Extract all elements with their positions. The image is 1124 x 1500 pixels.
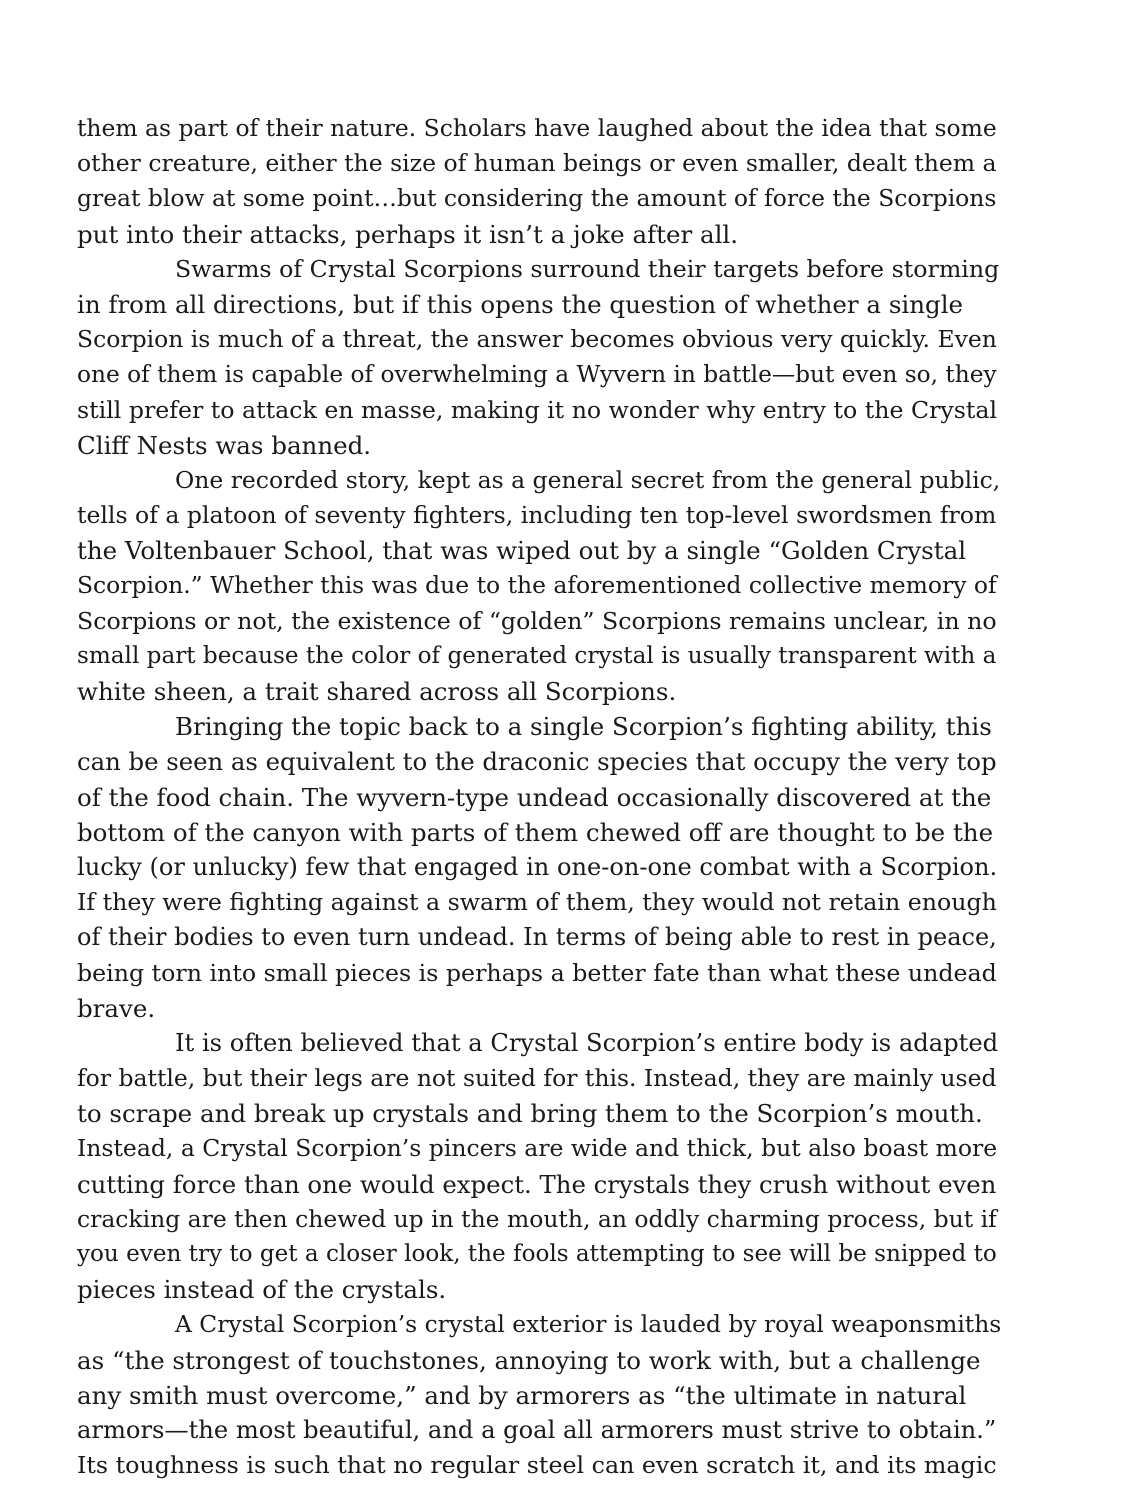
- text-line: It is often believed that a Crystal Scorpion’s entire body is adapted: [175, 1028, 999, 1057]
- text-line: in from all directions, but if this opens the question of whether a single: [77, 289, 964, 319]
- paragraph: [77, 111, 997, 252]
- text-line: Cliff Nests was banned.: [77, 430, 372, 460]
- text-line: Bringing the topic back to a single Scorpion’s fighting ability, this: [175, 712, 992, 742]
- text-line: Its toughness is such that no regular steel can even scratch it, and its magic: [77, 1451, 997, 1480]
- text-line: armors—the most beautiful, and a goal all armorers must strive to obtain.”: [77, 1415, 997, 1444]
- paragraph: [77, 463, 1001, 709]
- text-line: Scorpion.” Whether this was due to the aforementioned collective memory of: [77, 571, 997, 600]
- text-line: any smith must overcome,” and by armorers as “the ultimate in natural: [77, 1380, 967, 1410]
- text-line: bottom of the canyon with parts of them chewed off are thought to be the: [77, 817, 994, 847]
- text-line: white sheen, a trait shared across all Scorpions.: [77, 677, 677, 706]
- paragraph: [77, 709, 997, 1026]
- text-line: them as part of their nature. Scholars have laughed about the idea that some: [77, 114, 997, 142]
- text-line: A Crystal Scorpion’s crystal exterior is lauded by royal weaponsmiths: [175, 1310, 1002, 1339]
- text-line: still prefer to attack en masse, making it no wonder why entry to the Crystal: [77, 395, 998, 424]
- text-line: cracking are then chewed up in the mouth, an oddly charming process, but if: [77, 1204, 997, 1233]
- text-line: being torn into small pieces is perhaps a better fate than what these undead: [77, 958, 997, 987]
- text-line: put into their attacks, perhaps it isn’t a joke after all.: [77, 219, 739, 249]
- text-line: you even try to get a closer look, the fools attempting to see will be snipped to: [77, 1241, 997, 1267]
- text-line: Swarms of Crystal Scorpions surround their targets before storming: [175, 254, 1000, 283]
- text-line: One recorded story, kept as a general secret from the general public,: [175, 465, 1001, 494]
- text-line: can be seen as equivalent to the draconic species that occupy the very top: [77, 747, 997, 777]
- text-line: great blow at some point…but considering the amount of force the Scorpions: [77, 184, 997, 213]
- body-text: [77, 111, 1002, 1483]
- text-line: small part because the color of generated crystal is usually transparent with a: [77, 642, 997, 669]
- paragraph: [77, 252, 1000, 463]
- paragraph: [77, 1307, 1002, 1483]
- text-line: of their bodies to even turn undead. In terms of being able to rest in peace,: [77, 923, 997, 952]
- text-line: brave.: [77, 993, 156, 1023]
- text-line: cutting force than one would expect. The crystals they crush without even: [77, 1169, 997, 1199]
- text-line: for battle, but their legs are not suited for this. Instead, they are mainly used: [77, 1064, 997, 1093]
- text-line: other creature, either the size of human beings or even smaller, dealt them a: [77, 149, 997, 178]
- text-line: tells of a platoon of seventy fighters, including ten top-level swordsmen from: [77, 501, 997, 530]
- text-line: If they were fighting against a swarm of them, they would not retain enough: [77, 888, 997, 917]
- text-line: of the food chain. The wyvern-type undead occasionally discovered at the: [77, 782, 992, 812]
- text-line: one of them is capable of overwhelming a Wyvern in battle—but even so, they: [77, 361, 997, 389]
- text-line: lucky (or unlucky) few that engaged in one-on-one combat with a Scorpion.: [77, 852, 998, 881]
- text-line: pieces instead of the crystals.: [77, 1275, 447, 1305]
- paragraph: [77, 1026, 997, 1308]
- text-line: Scorpion is much of a threat, the answer becomes obvious very quickly. Even: [77, 325, 997, 354]
- text-line: Scorpions or not, the existence of “golden” Scorpions remains unclear, in no: [77, 606, 997, 635]
- text-line: to scrape and break up crystals and bring them to the Scorpion’s mouth.: [77, 1099, 983, 1129]
- text-line: the Voltenbauer School, that was wiped out by a single “Golden Crystal: [77, 536, 967, 566]
- text-line: as “the strongest of touchstones, annoying to work with, but a challenge: [77, 1345, 981, 1375]
- text-line: Instead, a Crystal Scorpion’s pincers are wide and thick, but also boast more: [77, 1134, 998, 1163]
